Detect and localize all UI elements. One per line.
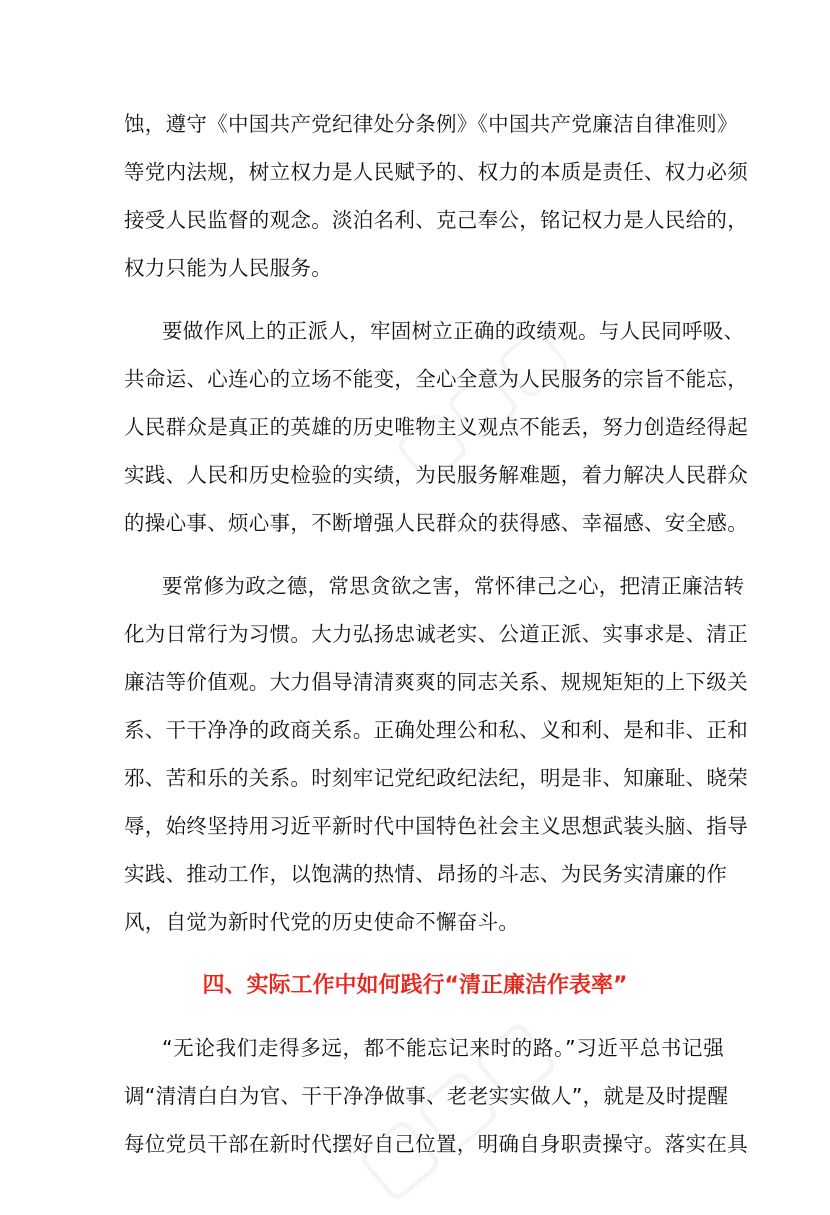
paragraph-line: 实践、人民和历史检验的实绩，为民服务解难题，着力解决人民群众 — [124, 463, 748, 487]
section-heading: 四、实际工作中如何践行“清正廉洁作表率” — [202, 973, 628, 998]
paragraph-line: 风，自觉为新时代党的历史使命不懈奋斗。 — [124, 910, 520, 934]
paragraph-line: 共命运、心连心的立场不能变，全心全意为人民服务的宗旨不能忘， — [124, 367, 748, 391]
paragraph-line: “无论我们走得多远，都不能忘记来时的路。”习近平总书记强 — [162, 1036, 724, 1060]
paragraph-line: 邪、苦和乐的关系。时刻牢记党纪政纪法纪，明是非、知廉耻、晓荣 — [124, 766, 748, 790]
paragraph-line: 权力只能为人民服务。 — [124, 256, 332, 280]
paragraph-line: 化为日常行为习惯。大力弘扬忠诚老实、公道正派、实事求是、清正 — [124, 622, 748, 646]
paragraph-line: 的操心事、烦心事，不断增强人民群众的获得感、幸福感、安全感。 — [124, 511, 748, 535]
paragraph-line: 蚀，遵守《中国共产党纪律处分条例》《中国共产党廉洁自律准则》 — [124, 112, 738, 136]
paragraph-line: 调“清清白白为官、干干净净做事、老老实实做人”，就是及时提醒 — [124, 1084, 729, 1108]
paragraph-line: 系、干干净净的政商关系。正确处理公和私、义和利、是和非、正和 — [124, 718, 748, 742]
paragraph-line: 廉洁等价值观。大力倡导清清爽爽的同志关系、规规矩矩的上下级关 — [124, 670, 748, 694]
paragraph-line: 接受人民监督的观念。淡泊名利、克己奉公，铭记权力是人民给的， — [124, 208, 748, 232]
paragraph-line: 要做作风上的正派人，牢固树立正确的政绩观。与人民同呼吸、 — [162, 319, 745, 343]
paragraph-line: 等党内法规，树立权力是人民赋予的、权力的本质是责任、权力必须 — [124, 160, 748, 184]
paragraph-line: 人民群众是真正的英雄的历史唯物主义观点不能丢，努力创造经得起 — [124, 415, 748, 439]
paragraph-line: 每位党员干部在新时代摆好自己位置，明确自身职责操守。落实在具 — [124, 1132, 748, 1156]
paragraph-line: 辱，始终坚持用习近平新时代中国特色社会主义思想武装头脑、指导 — [124, 814, 748, 838]
paragraph-line: 要常修为政之德，常思贪欲之害，常怀律己之心，把清正廉洁转 — [162, 574, 745, 598]
paragraph-line: 实践、推动工作，以饱满的热情、昂扬的斗志、为民务实清廉的作 — [124, 862, 728, 886]
